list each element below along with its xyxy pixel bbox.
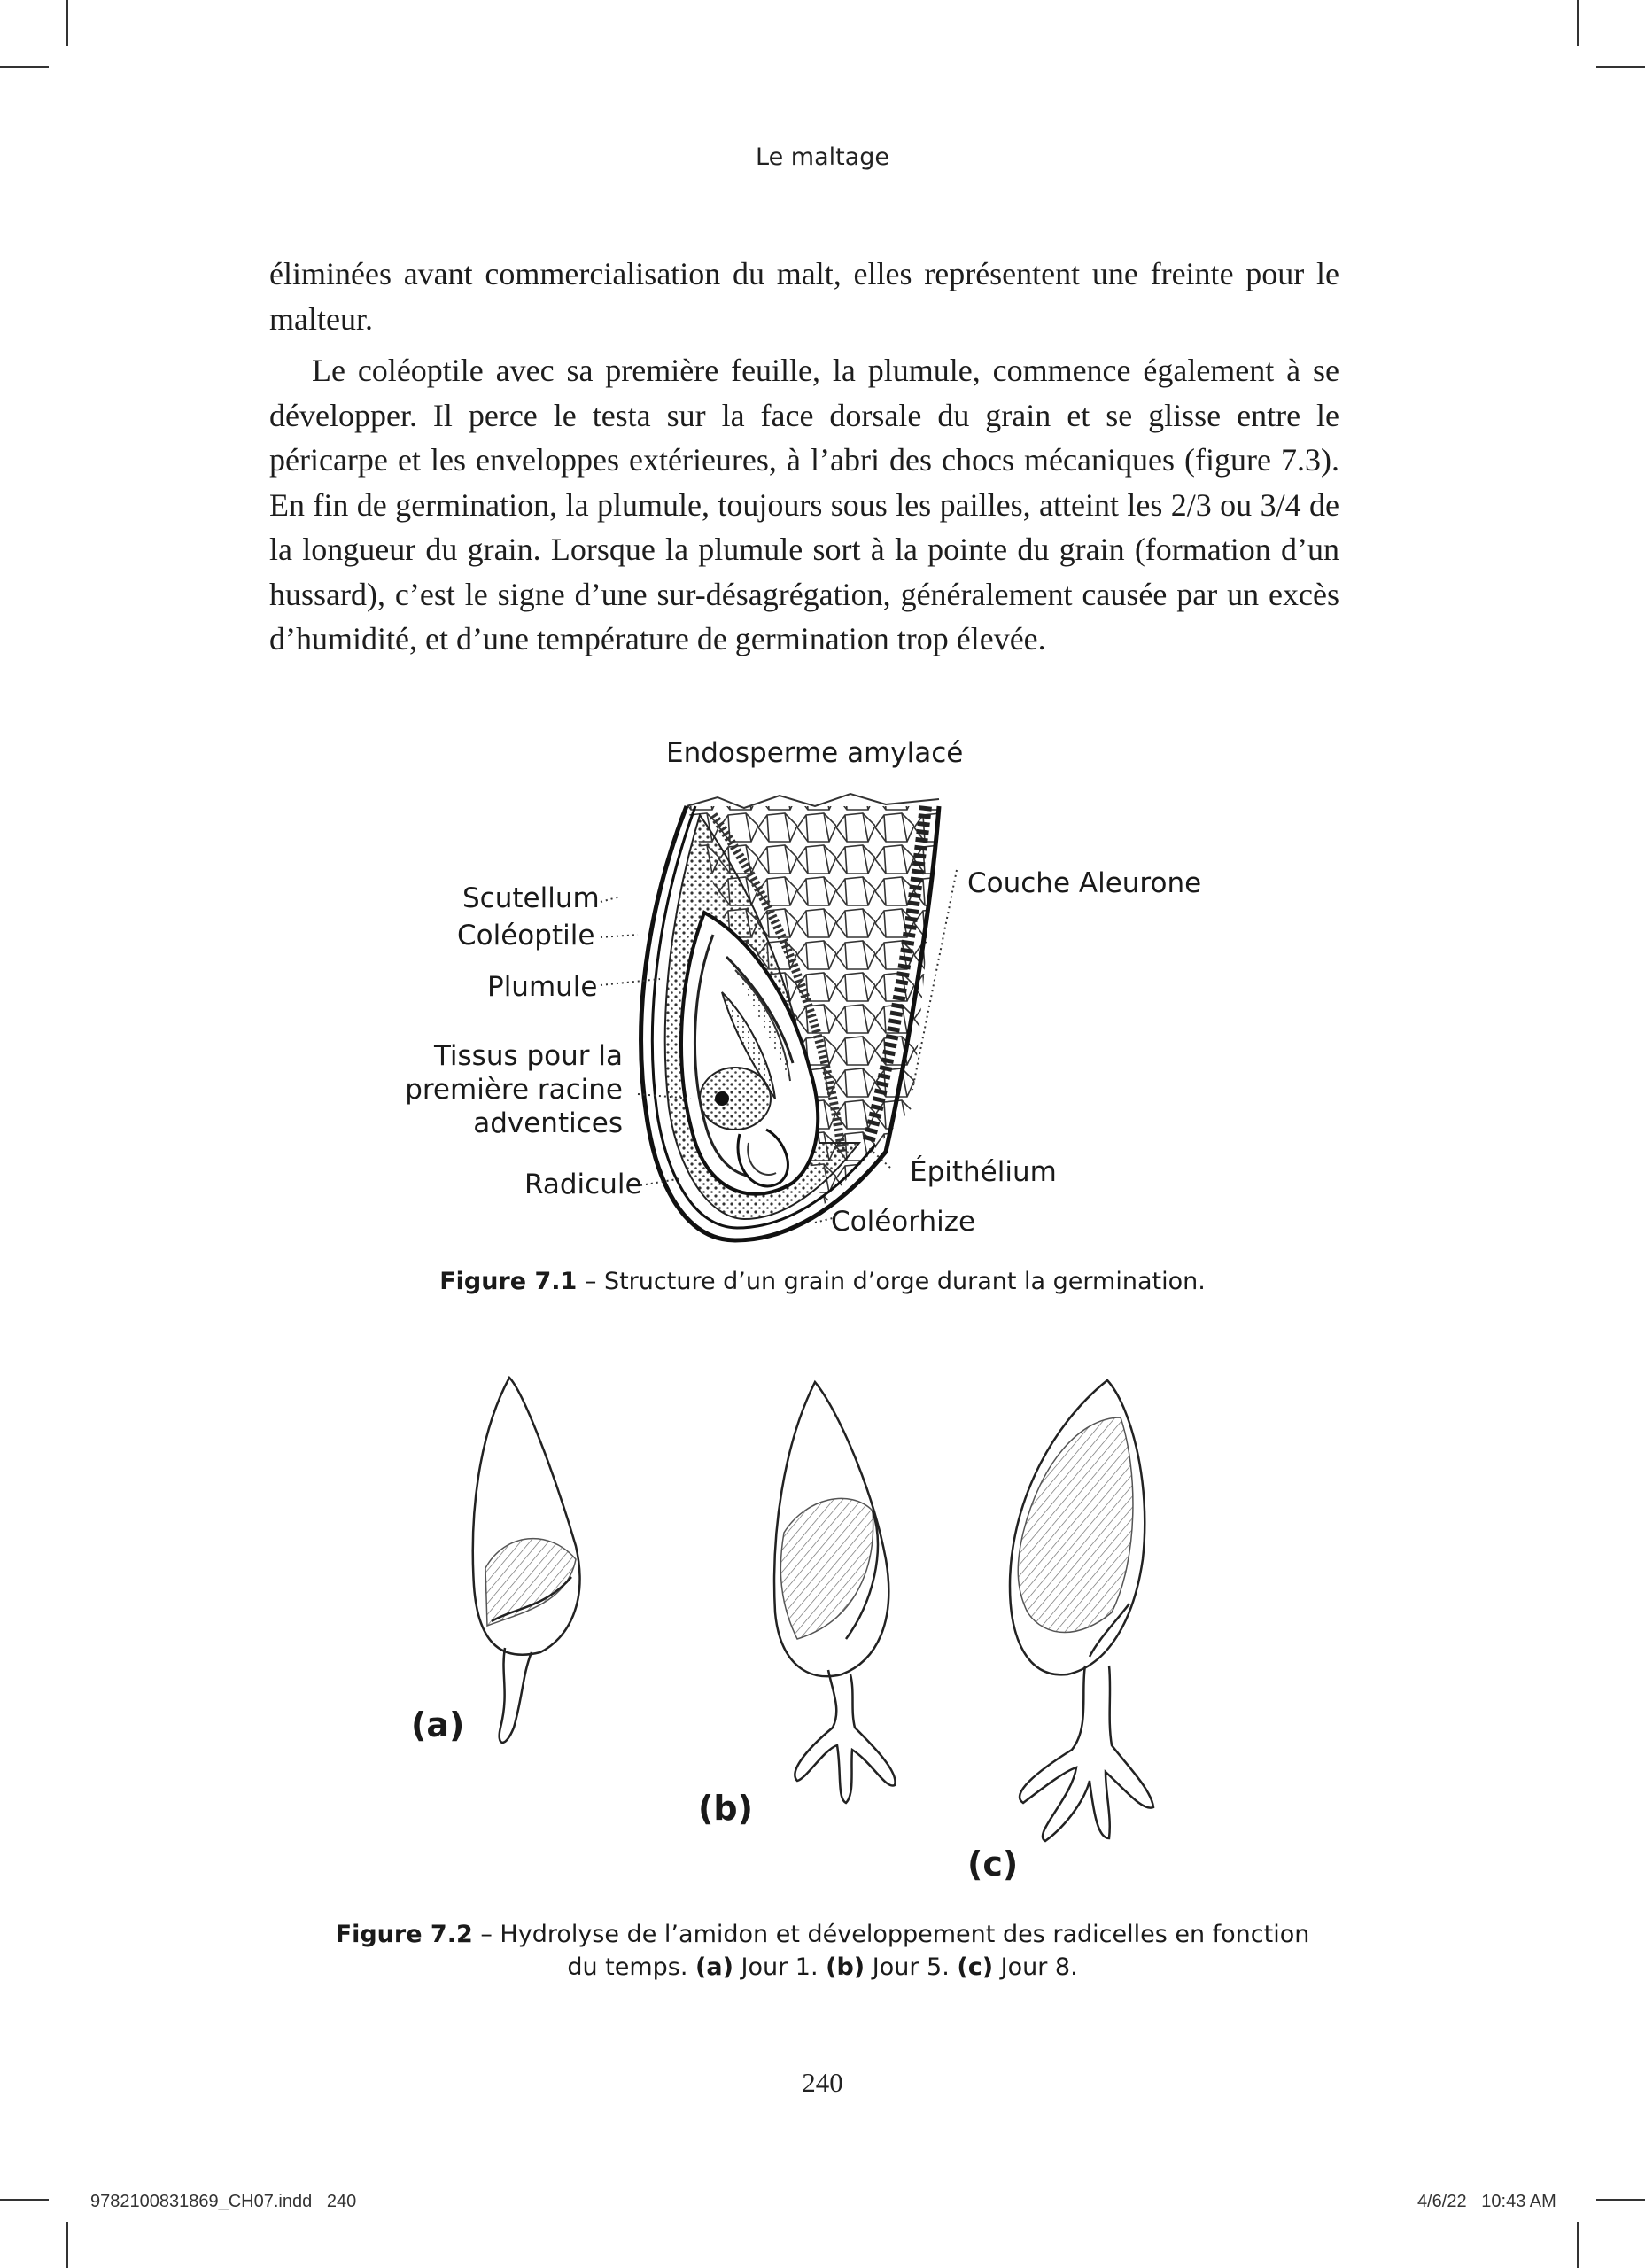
grain-a [473, 1378, 580, 1743]
crop-mark [1596, 2199, 1645, 2201]
caption-sub: (b) [826, 1953, 865, 1981]
label-epithelium: Épithélium [910, 1156, 1057, 1188]
label-tissus-line: adventices [473, 1107, 623, 1139]
caption-text: Jour 8. [993, 1953, 1078, 1981]
caption-text: Jour 5. [865, 1953, 958, 1981]
caption-text: du temps. [567, 1953, 696, 1981]
crop-mark [1577, 2222, 1579, 2268]
slug-right: 4/6/22 10:43 AM [1417, 2192, 1556, 2211]
caption-label: Figure 7.2 [335, 1921, 473, 1948]
crop-mark [0, 2199, 49, 2201]
germinating-grains-drawing [390, 1355, 1240, 1905]
page-number: 240 [802, 2067, 843, 2098]
figure-7-2-caption [0, 1918, 1645, 1984]
label-coleoptile: Coléoptile [457, 920, 595, 951]
grain-c [1010, 1380, 1153, 1841]
sublabel-c: (c) [967, 1845, 1019, 1884]
label-tissus-line: Tissus pour la [433, 1040, 623, 1072]
caption-text: – Structure d’un grain d’orge durant la germination. [577, 1268, 1206, 1295]
running-head: Le maltage [756, 144, 889, 171]
label-tissus-line: première racine [405, 1074, 623, 1106]
caption-text: Jour 1. [733, 1953, 826, 1981]
caption-label: Figure 7.1 [439, 1268, 578, 1295]
caption-line [0, 1951, 1645, 1984]
label-couche-aleurone: Couche Aleurone [967, 867, 1202, 899]
figure-7-1-caption [0, 1265, 1645, 1298]
paragraph: Le coléoptile avec sa première feuille, la plumule, commence également à se développer. Il perce le testa sur la face dorsale du grain et se glisse entre le péricarpe et les enveloppes extérieures, à l’abri des chocs mécaniques (figure 7.3). En fin de germination, la plumule, toujours sous les pailles, atteint les 2/3 ou 3/4 de la longueur du grain. Lorsque la plumule sort à la pointe du grain (formation d’un hussard), c’est le signe d’une sur-désagrégation, généralement causée par un excès d’humidité, et d’une température de germination trop élevée. [269, 353, 1339, 656]
label-tissus [399, 1039, 623, 1140]
slug-left: 9782100831869_CH07.indd 240 [90, 2192, 357, 2211]
caption-sub: (c) [957, 1953, 994, 1981]
label-scutellum: Scutellum [462, 882, 600, 914]
paragraph: éliminées avant commercialisation du malt, elles représentent une freinte pour le malteur. [269, 256, 1339, 337]
caption-line [0, 1918, 1645, 1951]
caption-text: – Hydrolyse de l’amidon et développement des radicelles en fonction [472, 1921, 1310, 1948]
sublabel-b: (b) [698, 1789, 753, 1828]
sublabel-a: (a) [411, 1705, 465, 1744]
caption-sub: (a) [695, 1953, 733, 1981]
grain-b [774, 1382, 895, 1803]
label-radicule: Radicule [524, 1169, 642, 1200]
label-endosperme: Endosperme amylacé [666, 737, 964, 769]
crop-mark [66, 2222, 68, 2268]
label-plumule: Plumule [487, 971, 598, 1003]
label-coleorhize: Coléorhize [831, 1206, 976, 1238]
